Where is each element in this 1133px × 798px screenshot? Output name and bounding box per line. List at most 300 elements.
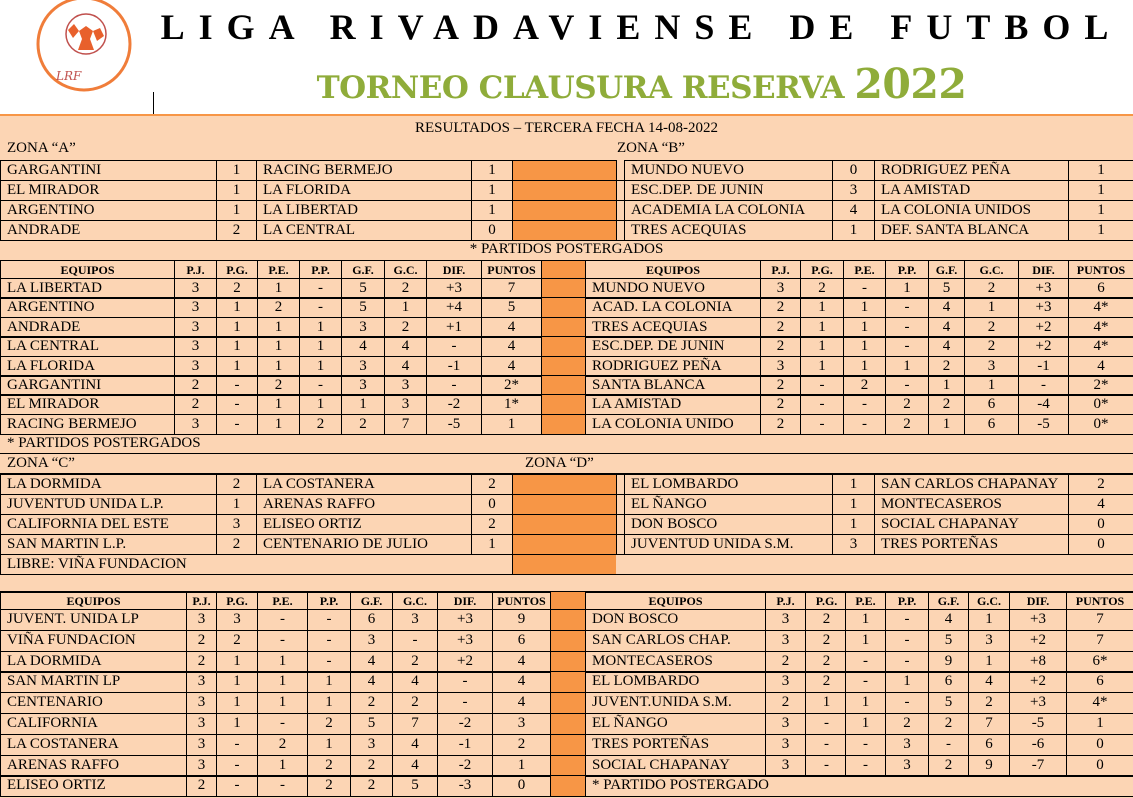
result-cell: CALIFORNIA DEL ESTE: [0, 514, 216, 534]
result-cell: LA DORMIDA: [0, 474, 216, 494]
stat-cell: -: [1018, 375, 1068, 395]
stat-cell: 4*: [1068, 317, 1133, 337]
result-cell: 1: [1068, 200, 1133, 220]
column-header: P.P.: [885, 260, 928, 278]
stat-cell: 1: [216, 671, 257, 692]
team-name: ELISEO ORTIZ: [0, 775, 186, 796]
column-header: G.F.: [341, 260, 384, 278]
stat-cell: 2: [765, 651, 805, 672]
stat-cell: 2: [805, 651, 847, 672]
stat-cell: 2: [964, 317, 1018, 337]
stat-cell: 3: [350, 734, 392, 755]
tournament-year: 2022: [854, 60, 967, 108]
tournament-name: TORNEO CLAUSURA RESERVA: [316, 70, 845, 106]
stat-cell: 6: [350, 609, 392, 630]
stat-cell: -: [843, 278, 885, 298]
result-row: [0, 534, 1133, 554]
standings-row: [0, 630, 1133, 651]
stat-cell: 1: [216, 356, 257, 376]
stat-cell: 1: [928, 375, 964, 395]
orange-spacer: [550, 713, 585, 734]
stat-cell: 2: [350, 755, 392, 776]
column-header: P.J.: [186, 591, 216, 609]
column-header: P.E.: [845, 591, 885, 609]
team-name: SAN MARTIN LP: [0, 671, 186, 692]
stat-cell: -: [216, 755, 257, 776]
result-cell: 1: [471, 180, 512, 200]
stat-cell: -: [257, 713, 307, 734]
result-cell: JUVENTUD UNIDA L.P.: [0, 494, 216, 514]
stat-cell: 1: [299, 336, 341, 356]
stat-cell: -: [845, 671, 885, 692]
orange-spacer: [541, 297, 585, 317]
stat-cell: 3: [174, 414, 216, 434]
stat-cell: 4*: [1068, 297, 1133, 317]
orange-spacer: [550, 692, 585, 713]
stat-cell: 0*: [1068, 394, 1133, 414]
stat-cell: 1: [885, 278, 928, 298]
stat-cell: +4: [426, 297, 481, 317]
row-border: [0, 574, 1133, 575]
column-header: P.G.: [216, 260, 257, 278]
result-cell: MUNDO NUEVO: [624, 160, 832, 180]
result-cell: 1: [832, 474, 874, 494]
stat-cell: 2: [928, 713, 968, 734]
standings-row: [0, 317, 1133, 337]
result-cell: GARGANTINI: [0, 160, 216, 180]
stat-cell: 2: [928, 755, 968, 776]
stat-cell: 4: [968, 671, 1009, 692]
result-cell: 2: [471, 474, 512, 494]
stat-cell: 3: [350, 630, 392, 651]
result-cell: 1: [216, 180, 256, 200]
stat-cell: 3: [392, 609, 437, 630]
stat-cell: -: [845, 755, 885, 776]
stat-cell: 1: [257, 651, 307, 672]
orange-spacer: [512, 494, 616, 514]
result-cell: LA FLORIDA: [256, 180, 471, 200]
postponed-note-a: * PARTIDOS POSTERGADOS: [7, 435, 201, 451]
stat-cell: -: [307, 609, 350, 630]
result-cell: 4: [832, 200, 874, 220]
stat-cell: 1: [843, 356, 885, 376]
stat-cell: 7: [384, 414, 426, 434]
column-header: EQUIPOS: [0, 260, 174, 278]
stat-cell: 1*: [481, 394, 541, 414]
standings-row: [0, 297, 1133, 317]
result-cell: 0: [1068, 534, 1133, 554]
result-cell: 3: [832, 180, 874, 200]
stat-cell: -: [216, 394, 257, 414]
tournament-title: [150, 60, 1133, 108]
team-name: CALIFORNIA: [0, 713, 186, 734]
orange-spacer: [550, 671, 585, 692]
stat-cell: 2: [964, 278, 1018, 298]
result-cell: CENTENARIO DE JULIO: [256, 534, 471, 554]
stat-cell: 2: [760, 336, 800, 356]
team-name: LA LIBERTAD: [0, 278, 174, 298]
stat-cell: 3: [384, 375, 426, 395]
result-cell: 0: [832, 160, 874, 180]
stat-cell: 4*: [1066, 692, 1133, 713]
stat-cell: -5: [1018, 414, 1068, 434]
result-cell: ESC.DEP. DE JUNIN: [624, 180, 832, 200]
stat-cell: -: [885, 609, 928, 630]
stat-cell: 3: [186, 713, 216, 734]
stat-cell: -: [216, 375, 257, 395]
result-cell: 2: [216, 220, 256, 240]
stat-cell: -: [437, 671, 492, 692]
results-title: RESULTADOS – TERCERA FECHA 14-08-2022: [414, 120, 718, 136]
team-name: SOCIAL CHAPANAY: [585, 755, 765, 776]
logo-text: LRF: [56, 69, 82, 83]
stat-cell: -: [257, 630, 307, 651]
stat-cell: +1: [426, 317, 481, 337]
stat-cell: 2: [174, 375, 216, 395]
stat-cell: 2: [765, 692, 805, 713]
team-name: RODRIGUEZ PEÑA: [585, 356, 760, 376]
stat-cell: 1: [845, 713, 885, 734]
orange-spacer: [541, 394, 585, 414]
result-cell: RACING BERMEJO: [256, 160, 471, 180]
stat-cell: -7: [1009, 755, 1066, 776]
stat-cell: 2*: [1068, 375, 1133, 395]
stat-cell: +3: [1009, 609, 1066, 630]
column-header: P.E.: [843, 260, 885, 278]
stat-cell: 1: [216, 317, 257, 337]
stat-cell: 1: [845, 630, 885, 651]
stat-cell: 1: [216, 692, 257, 713]
stat-cell: 2: [805, 671, 847, 692]
stat-cell: 2: [341, 414, 384, 434]
stat-cell: 5: [392, 775, 437, 796]
libre-row: [0, 554, 1133, 574]
stat-cell: 4: [928, 336, 964, 356]
stat-cell: +2: [1018, 317, 1068, 337]
stat-cell: 0: [1066, 755, 1133, 776]
stat-cell: 2: [760, 297, 800, 317]
stat-cell: 1: [843, 297, 885, 317]
result-cell: 1: [832, 494, 874, 514]
orange-spacer: [550, 630, 585, 651]
stat-cell: 5: [928, 630, 968, 651]
orange-spacer: [512, 534, 616, 554]
result-row: [0, 220, 1133, 240]
stat-cell: 9: [968, 755, 1009, 776]
team-name: ARGENTINO: [0, 297, 174, 317]
zone-c-label: ZONA “C”: [7, 455, 75, 471]
team-name: EL LOMBARDO: [585, 671, 765, 692]
stat-cell: -6: [1009, 734, 1066, 755]
stat-cell: 2: [216, 278, 257, 298]
stat-cell: 1: [307, 734, 350, 755]
column-header: G.F.: [928, 591, 968, 609]
stat-cell: 2: [307, 755, 350, 776]
stat-cell: 1: [299, 356, 341, 376]
stat-cell: 4: [492, 692, 550, 713]
stat-cell: 1: [845, 609, 885, 630]
result-cell: 1: [1068, 160, 1133, 180]
column-header: G.F.: [928, 260, 964, 278]
stat-cell: -1: [1018, 356, 1068, 376]
stat-cell: 1: [216, 297, 257, 317]
stat-cell: -: [216, 775, 257, 796]
orange-spacer: [512, 180, 616, 200]
result-cell: TRES PORTEÑAS: [874, 534, 1068, 554]
result-cell: 2: [216, 474, 256, 494]
result-cell: ARENAS RAFFO: [256, 494, 471, 514]
orange-spacer: [541, 375, 585, 395]
stat-cell: -1: [426, 356, 481, 376]
stat-cell: 3: [216, 609, 257, 630]
column-header: G.C.: [384, 260, 426, 278]
stat-cell: 3: [384, 394, 426, 414]
team-name: LA COLONIA UNIDO: [585, 414, 760, 434]
stat-cell: 3: [174, 336, 216, 356]
column-header: G.C.: [968, 591, 1009, 609]
stat-cell: 1: [257, 356, 299, 376]
stat-cell: 2: [885, 414, 928, 434]
stat-cell: -: [885, 336, 928, 356]
team-name: GARGANTINI: [0, 375, 174, 395]
standings-row: [0, 375, 1133, 395]
stat-cell: -4: [1018, 394, 1068, 414]
stat-cell: 2: [307, 713, 350, 734]
stat-cell: 1: [341, 394, 384, 414]
column-header: EQUIPOS: [585, 591, 765, 609]
result-row: [0, 494, 1133, 514]
orange-spacer: [550, 651, 585, 672]
result-cell: 0: [471, 494, 512, 514]
stat-cell: +8: [1009, 651, 1066, 672]
stat-cell: -: [885, 630, 928, 651]
team-name: JUVENT. UNIDA LP: [0, 609, 186, 630]
stat-cell: 2: [760, 414, 800, 434]
stat-cell: 1: [216, 651, 257, 672]
stat-cell: 2: [186, 651, 216, 672]
result-cell: 1: [216, 494, 256, 514]
column-header: PUNTOS: [481, 260, 541, 278]
result-cell: ANDRADE: [0, 220, 216, 240]
stat-cell: 2: [928, 356, 964, 376]
stat-cell: -: [885, 375, 928, 395]
stat-cell: -: [885, 297, 928, 317]
stat-cell: 2: [174, 394, 216, 414]
stat-cell: 2: [805, 630, 847, 651]
result-cell: [616, 494, 624, 514]
stat-cell: 3: [765, 734, 805, 755]
result-cell: DEF. SANTA BLANCA: [874, 220, 1068, 240]
stat-cell: 1: [964, 297, 1018, 317]
team-name: EL MIRADOR: [0, 394, 174, 414]
stat-cell: +3: [437, 609, 492, 630]
result-cell: 0: [471, 220, 512, 240]
stat-cell: -: [299, 375, 341, 395]
stat-cell: 3: [760, 356, 800, 376]
stat-cell: 2*: [481, 375, 541, 395]
stat-cell: -: [426, 375, 481, 395]
league-logo: [34, 0, 134, 95]
stat-cell: -2: [426, 394, 481, 414]
stat-cell: 1: [299, 394, 341, 414]
stat-cell: 0*: [1068, 414, 1133, 434]
team-name: LA FLORIDA: [0, 356, 174, 376]
stat-cell: 3: [765, 671, 805, 692]
stat-cell: -1: [437, 734, 492, 755]
result-cell: JUVENTUD UNIDA S.M.: [624, 534, 832, 554]
stat-cell: +3: [1018, 297, 1068, 317]
stat-cell: -: [426, 336, 481, 356]
libre-note: LIBRE: VIÑA FUNDACION: [0, 554, 512, 574]
result-cell: [616, 474, 624, 494]
stat-cell: 1: [964, 375, 1018, 395]
orange-spacer: [512, 514, 616, 534]
column-header: P.P.: [299, 260, 341, 278]
stat-cell: 3: [186, 755, 216, 776]
stat-cell: 1: [384, 297, 426, 317]
stat-cell: 2: [964, 336, 1018, 356]
stat-cell: 4: [392, 734, 437, 755]
stat-cell: 5: [341, 278, 384, 298]
stat-cell: -5: [426, 414, 481, 434]
stat-cell: 3: [968, 630, 1009, 651]
stat-cell: 3: [765, 755, 805, 776]
stat-cell: 3: [174, 356, 216, 376]
stat-cell: +3: [1009, 692, 1066, 713]
stat-cell: 2: [968, 692, 1009, 713]
stat-cell: -: [800, 394, 843, 414]
stat-cell: -: [843, 394, 885, 414]
stat-cell: 2: [307, 775, 350, 796]
result-cell: LA CENTRAL: [256, 220, 471, 240]
stat-cell: 2: [384, 317, 426, 337]
stat-cell: 6: [964, 414, 1018, 434]
stat-cell: 7: [968, 713, 1009, 734]
stat-cell: 5: [928, 278, 964, 298]
stat-cell: 5: [350, 713, 392, 734]
column-header: DIF.: [1018, 260, 1068, 278]
stat-cell: 2: [885, 713, 928, 734]
column-header: P.G.: [805, 591, 847, 609]
team-name: ESC.DEP. DE JUNIN: [585, 336, 760, 356]
stat-cell: 1: [968, 609, 1009, 630]
stat-cell: 1: [800, 356, 843, 376]
result-cell: SAN CARLOS CHAPANAY: [874, 474, 1068, 494]
stat-cell: +2: [1009, 630, 1066, 651]
stat-cell: 1: [257, 755, 307, 776]
result-cell: 0: [1068, 514, 1133, 534]
stat-cell: 4: [384, 336, 426, 356]
stat-cell: 4: [481, 317, 541, 337]
stat-cell: +3: [1018, 278, 1068, 298]
stat-cell: 2: [392, 692, 437, 713]
stat-cell: 3: [760, 278, 800, 298]
stat-cell: 1: [216, 713, 257, 734]
stat-cell: 2: [492, 734, 550, 755]
stat-cell: 1: [257, 317, 299, 337]
stat-cell: 4*: [1068, 336, 1133, 356]
stat-cell: 1: [299, 317, 341, 337]
column-header: P.G.: [800, 260, 843, 278]
stat-cell: -: [257, 775, 307, 796]
team-name: ANDRADE: [0, 317, 174, 337]
team-name: RACING BERMEJO: [0, 414, 174, 434]
stat-cell: -: [437, 692, 492, 713]
orange-spacer: [512, 554, 616, 574]
result-cell: RODRIGUEZ PEÑA: [874, 160, 1068, 180]
standings-row: [0, 336, 1133, 356]
column-header: DIF.: [426, 260, 481, 278]
stat-cell: -: [216, 734, 257, 755]
stat-cell: 3: [765, 609, 805, 630]
standings-header-row: [0, 260, 1133, 278]
results-sheet: [0, 114, 1133, 798]
stat-cell: 3: [885, 755, 928, 776]
stat-cell: 3: [174, 297, 216, 317]
result-cell: 1: [216, 160, 256, 180]
team-name: LA CENTRAL: [0, 336, 174, 356]
result-cell: 1: [832, 514, 874, 534]
result-cell: 1: [471, 200, 512, 220]
result-row: [0, 200, 1133, 220]
orange-spacer: [512, 160, 616, 180]
column-header: EQUIPOS: [0, 591, 186, 609]
stat-cell: 1: [257, 671, 307, 692]
result-cell: SAN MARTIN L.P.: [0, 534, 216, 554]
stat-cell: 4: [350, 671, 392, 692]
stat-cell: 7: [392, 713, 437, 734]
zone-d-label: ZONA “D”: [525, 455, 594, 471]
team-name: VIÑA FUNDACION: [0, 630, 186, 651]
result-cell: 1: [832, 220, 874, 240]
stat-cell: 4: [481, 356, 541, 376]
standings-row: [0, 755, 1133, 776]
team-name: CENTENARIO: [0, 692, 186, 713]
team-name: JUVENT.UNIDA S.M.: [585, 692, 765, 713]
result-cell: 1: [471, 534, 512, 554]
stat-cell: -: [843, 414, 885, 434]
result-cell: 2: [1068, 474, 1133, 494]
stat-cell: 7: [1066, 630, 1133, 651]
stat-cell: -: [216, 414, 257, 434]
league-title: LIGA RIVADAVIENSE DE FUTBOL: [160, 7, 1123, 47]
stat-cell: 1: [257, 692, 307, 713]
column-header: PUNTOS: [1066, 591, 1133, 609]
column-header: PUNTOS: [492, 591, 550, 609]
stat-cell: -: [845, 651, 885, 672]
standings-row: [0, 713, 1133, 734]
stat-cell: 6: [1068, 278, 1133, 298]
column-header: G.F.: [350, 591, 392, 609]
stat-cell: 3: [765, 713, 805, 734]
stat-cell: 5: [928, 692, 968, 713]
result-cell: DON BOSCO: [624, 514, 832, 534]
stat-cell: 2: [299, 414, 341, 434]
stat-cell: 1: [257, 278, 299, 298]
stat-cell: 6: [492, 630, 550, 651]
stat-cell: 4: [928, 317, 964, 337]
stat-cell: -: [299, 297, 341, 317]
result-cell: 1: [216, 200, 256, 220]
stat-cell: 0: [1066, 734, 1133, 755]
column-header: EQUIPOS: [585, 260, 760, 278]
stat-cell: 2: [843, 375, 885, 395]
result-cell: EL LOMBARDO: [624, 474, 832, 494]
stat-cell: 1: [800, 317, 843, 337]
orange-spacer: [550, 609, 585, 630]
standings-row: [0, 734, 1133, 755]
stat-cell: 2: [257, 734, 307, 755]
